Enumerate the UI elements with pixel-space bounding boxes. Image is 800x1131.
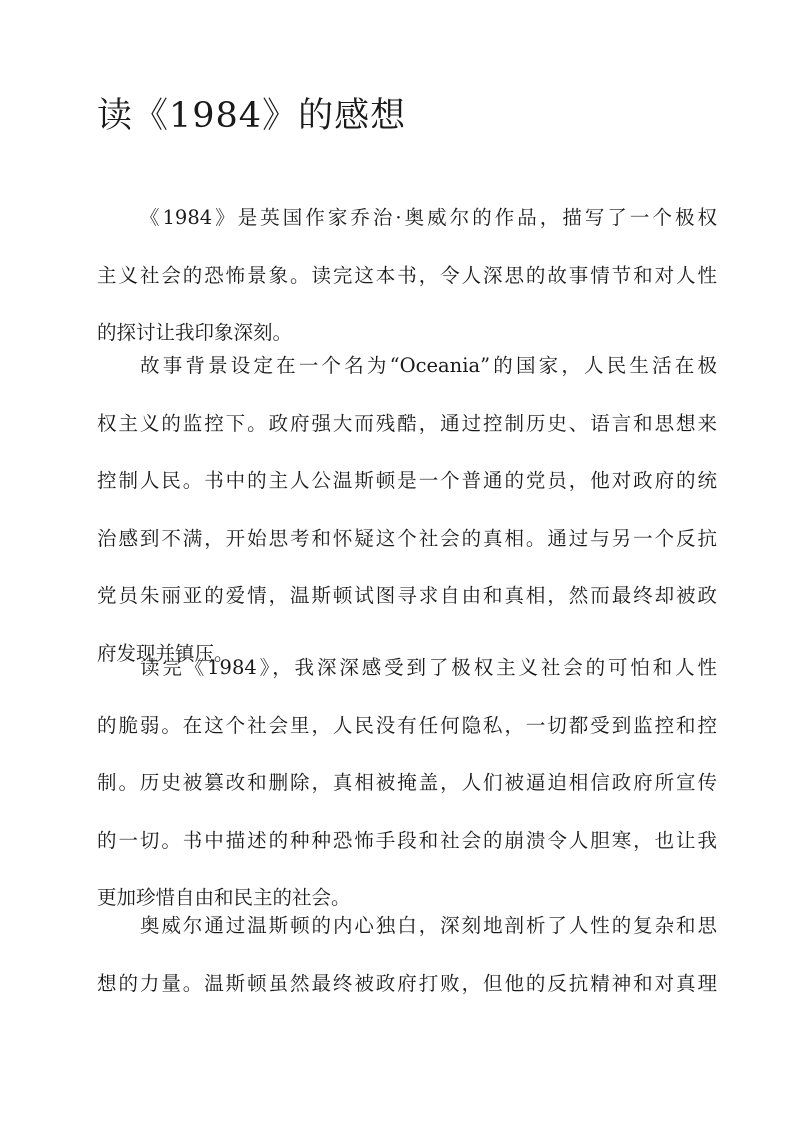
page-title: 读《1984》的感想 xyxy=(97,96,407,136)
paragraph-line: 读完《1984》，我深深感受到了极权主义社会的可怕和人性 xyxy=(140,656,717,679)
paragraph-line: 故事背景设定在一个名为“Oceania”的国家，人民生活在极 xyxy=(140,354,717,377)
paragraph-line: 的探讨让我印象深刻。 xyxy=(97,321,293,344)
paragraph-line: 权主义的监控下。政府强大而残酷，通过控制历史、语言和思想来 xyxy=(97,411,717,435)
paragraph-line: 党员朱丽亚的爱情，温斯顿试图寻求自由和真相，然而最终却被政 xyxy=(97,584,717,607)
paragraph-2 xyxy=(97,337,717,682)
paragraph-line: 制。历史被篡改和删除，真相被掩盖，人们被逼迫相信政府所宣传 xyxy=(97,771,717,794)
paragraph-4 xyxy=(97,897,717,1012)
paragraph-line: 控制人民。书中的主人公温斯顿是一个普通的党员，他对政府的统 xyxy=(97,469,717,492)
paragraph-line: 《1984》是英国作家乔治·奥威尔的作品，描写了一个极权 xyxy=(140,206,717,229)
paragraph-line: 奥威尔通过温斯顿的内心独白，深刻地剖析了人性的复杂和思 xyxy=(140,914,717,937)
paragraph-line: 主义社会的恐怖景象。读完这本书，令人深思的故事情节和对人性 xyxy=(97,263,717,287)
paragraph-line: 想的力量。温斯顿虽然最终被政府打败，但他的反抗精神和对真理 xyxy=(97,971,717,995)
paragraph-line: 治感到不满，开始思考和怀疑这个社会的真相。通过与另一个反抗 xyxy=(97,526,717,550)
paragraph-3 xyxy=(97,639,717,927)
paragraph-line: 的一切。书中描述的种种恐怖手段和社会的崩溃令人胆寒，也让我 xyxy=(97,828,717,852)
paragraph-line: 更加珍惜自由和民主的社会。 xyxy=(97,886,351,909)
paragraph-1 xyxy=(97,189,717,362)
paragraph-line: 的脆弱。在这个社会里，人民没有任何隐私，一切都受到监控和控 xyxy=(97,713,717,737)
paragraph-line: 府发现并镇压。 xyxy=(97,641,234,665)
